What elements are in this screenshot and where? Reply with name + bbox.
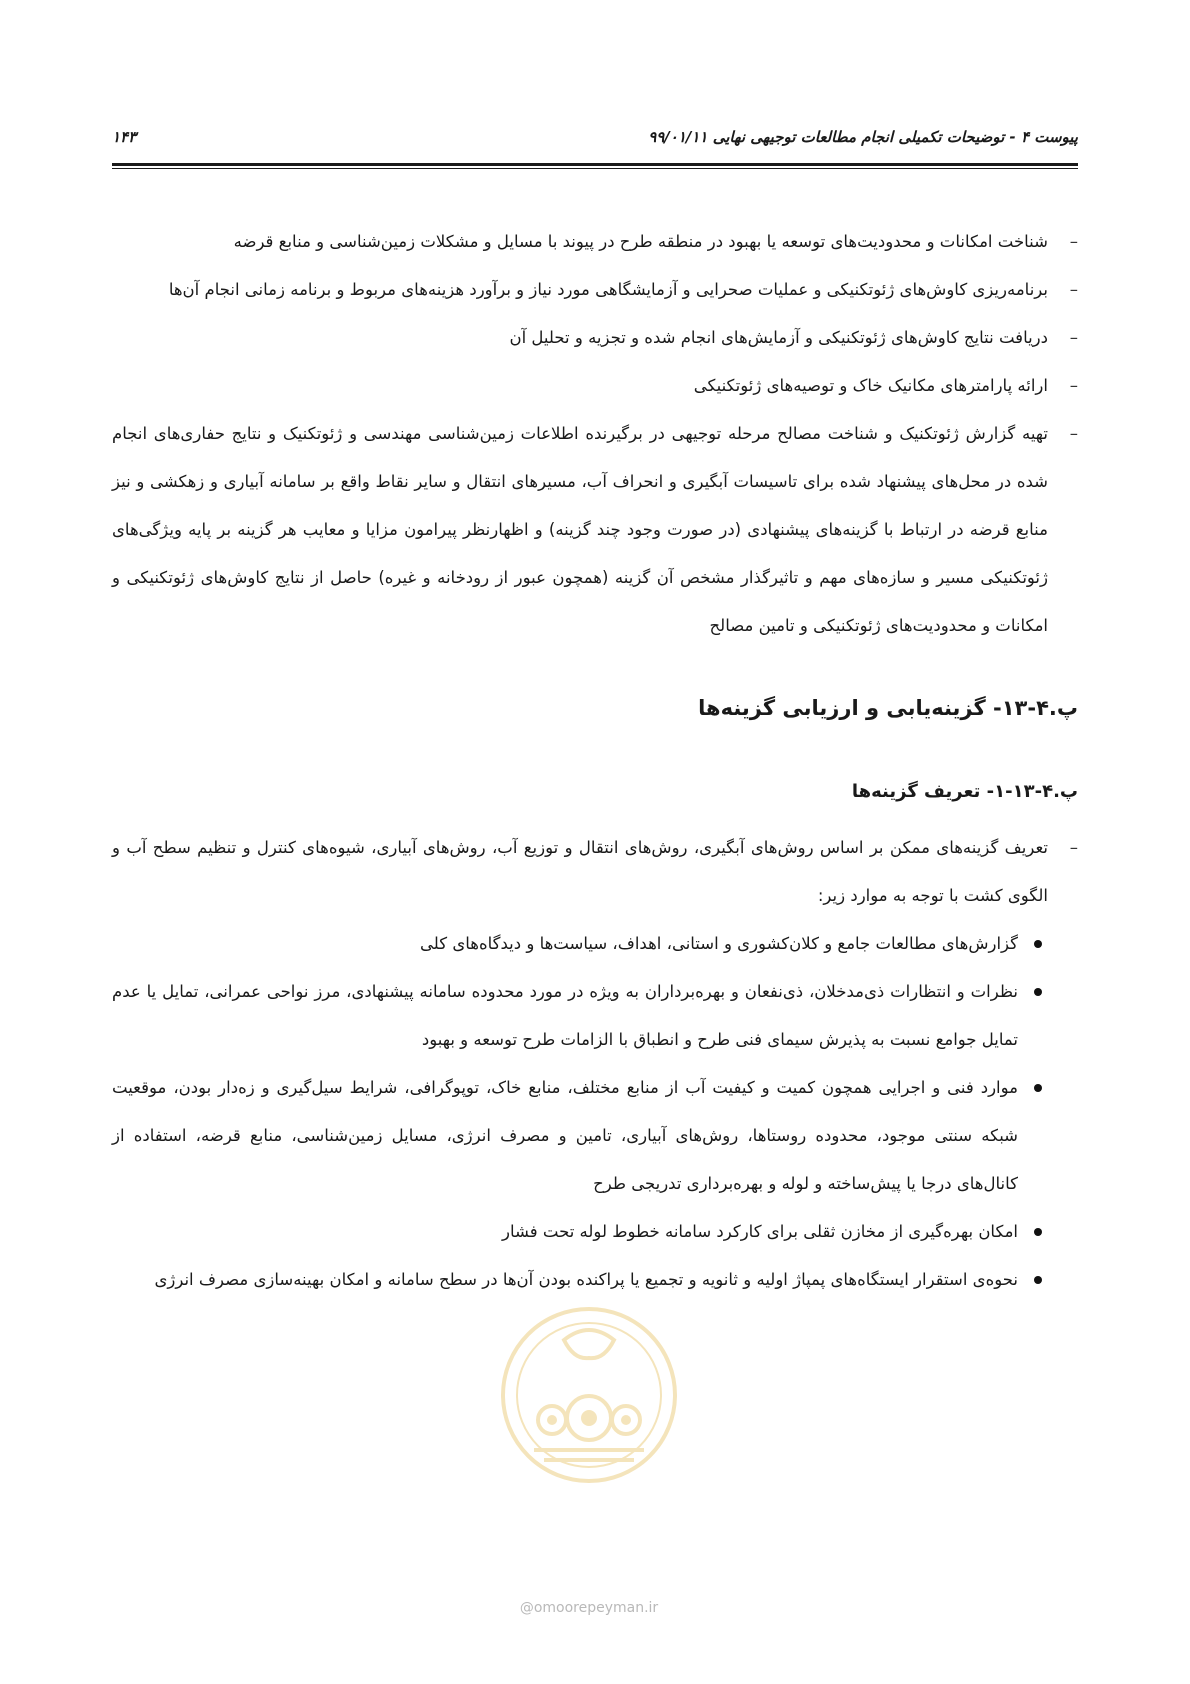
list-item-text: تهیه گزارش ژئوتکنیک و شناخت مصالح مرحله توجیهی در برگیرنده اطلاعات زمین‌شناسی مهندسی و ژئوتکنیک و نتایج حفاری‌های انجام شده در محل‌های پیشنهاد شده برای تاسیسات آبگیری و انحراف آب، مسیرهای انتقال و سایر نقاط واقع بر سامانه آبیاری و زهکشی و نیز منابع قرضه در ارتباط با گزینه‌های پیشنهادی (در صورت وجود چند گزینه) و اظهارنظر پیرامون مزایا و معایب هر گزینه بر پایه ویژگی‌های ژئوتکنیکی مسیر و سازه‌های مهم و تاثیرگذار مشخص آن گزینه (همچون عبور از رودخانه و غیره) حاصل از نتایج کاوش‌های ژئوتکنیکی و امکانات و محدودیت‌های ژئوتکنیکی و تامین مصالح [112,424,1048,635]
list-item-text: نظرات و انتظارات ذی‌مدخلان، ذی‌نفعان و بهره‌برداران به ویژه در مورد محدوده سامانه پیشنهادی، مرز نواحی عمرانی، تمایل یا عدم تمایل جوامع نسبت به پذیرش سیمای فنی طرح و انطباق با الزامات طرح توسعه و بهبود [112,982,1018,1049]
bullet-icon [1034,1084,1042,1092]
list-item-text: گزارش‌های مطالعات جامع و کلان‌کشوری و استانی، اهداف، سیاست‌ها و دیدگاه‌های کلی [420,934,1018,953]
geotech-task-list [112,218,1078,650]
list-item-text: ارائه پارامترهای مکانیک خاک و توصیه‌های ژئوتکنیکی [693,376,1048,395]
options-criteria-list [112,920,1078,1304]
list-item [112,824,1078,920]
section-heading: پ.۴-۱۳- گزینه‌یابی و ارزیابی گزینه‌ها [698,696,1078,720]
dash-marker: – [1069,328,1078,347]
options-intro-list [112,824,1078,920]
bullet-icon [1034,1276,1042,1284]
list-item [112,920,1048,968]
dash-marker: – [1069,280,1078,299]
list-item-text: نحوه‌ی استقرار ایستگاه‌های پمپاژ اولیه و ثانویه و تجمیع یا پراکنده بودن آن‌ها در سطح سامانه و امکان بهینه‌سازی مصرف انرژی [154,1270,1018,1289]
list-item [112,968,1048,1064]
list-item-text: امکان بهره‌گیری از مخازن ثقلی برای کارکرد سامانه خطوط لوله تحت فشار [502,1222,1018,1241]
bullet-icon [1034,1228,1042,1236]
watermark-logo-icon [494,1300,684,1490]
dash-marker: – [1069,376,1078,395]
dash-marker: – [1069,424,1078,443]
list-item [112,218,1078,266]
list-item-text: برنامه‌ریزی کاوش‌های ژئوتکنیکی و عملیات صحرایی و آزمایشگاهی مورد نیاز و برآورد هزینه‌های مربوط و برنامه زمانی انجام آن‌ها [168,280,1048,299]
list-item [112,314,1078,362]
list-item [112,1256,1048,1304]
list-item [112,266,1078,314]
subsection-heading: پ.۴-۱۳-۱- تعریف گزینه‌ها [851,781,1078,802]
list-item [112,410,1078,650]
dash-marker: – [1069,232,1078,251]
header-rule [112,163,1078,169]
dash-marker: – [1069,838,1078,857]
page-number: ۱۴۳ [112,128,137,146]
list-item [112,1064,1048,1208]
list-item [112,1208,1048,1256]
list-item-text: موارد فنی و اجرایی همچون کمیت و کیفیت آب از منابع مختلف، منابع خاک، توپوگرافی، شرایط سیل‌گیری و زه‌دار بودن، موقعیت شبکه سنتی موجود، محدوده روستاها، روش‌های آبیاری، تامین و مصرف انرژی، مسایل زمین‌شناسی، منابع قرضه، استفاده از کانال‌های درجا یا پیش‌ساخته و لوله و بهره‌برداری تدریجی طرح [112,1078,1018,1193]
watermark-url: @omoorepeyman.ir [519,1600,659,1616]
list-item [112,362,1078,410]
bullet-icon [1034,940,1042,948]
header-title: پیوست ۴ - توضیحات تکمیلی انجام مطالعات توجیهی نهایی ۹۹/۰۱/۱۱ [648,128,1078,146]
main-content [112,218,1078,1304]
list-item-text: شناخت امکانات و محدودیت‌های توسعه یا بهبود در منطقه طرح در پیوند با مسایل و مشکلات زمین‌شناسی و منابع قرضه [233,232,1048,251]
list-item-text: دریافت نتایج کاوش‌های ژئوتکنیکی و آزمایش‌های انجام شده و تجزیه و تحلیل آن [509,328,1048,347]
list-item-text: تعریف گزینه‌های ممکن بر اساس روش‌های آبگیری، روش‌های انتقال و توزیع آب، روش‌های آبیاری، شیوه‌های کنترل و تنظیم سطح آب و الگوی کشت با توجه به موارد زیر: [112,838,1048,905]
page-header [112,128,1078,156]
bullet-icon [1034,988,1042,996]
